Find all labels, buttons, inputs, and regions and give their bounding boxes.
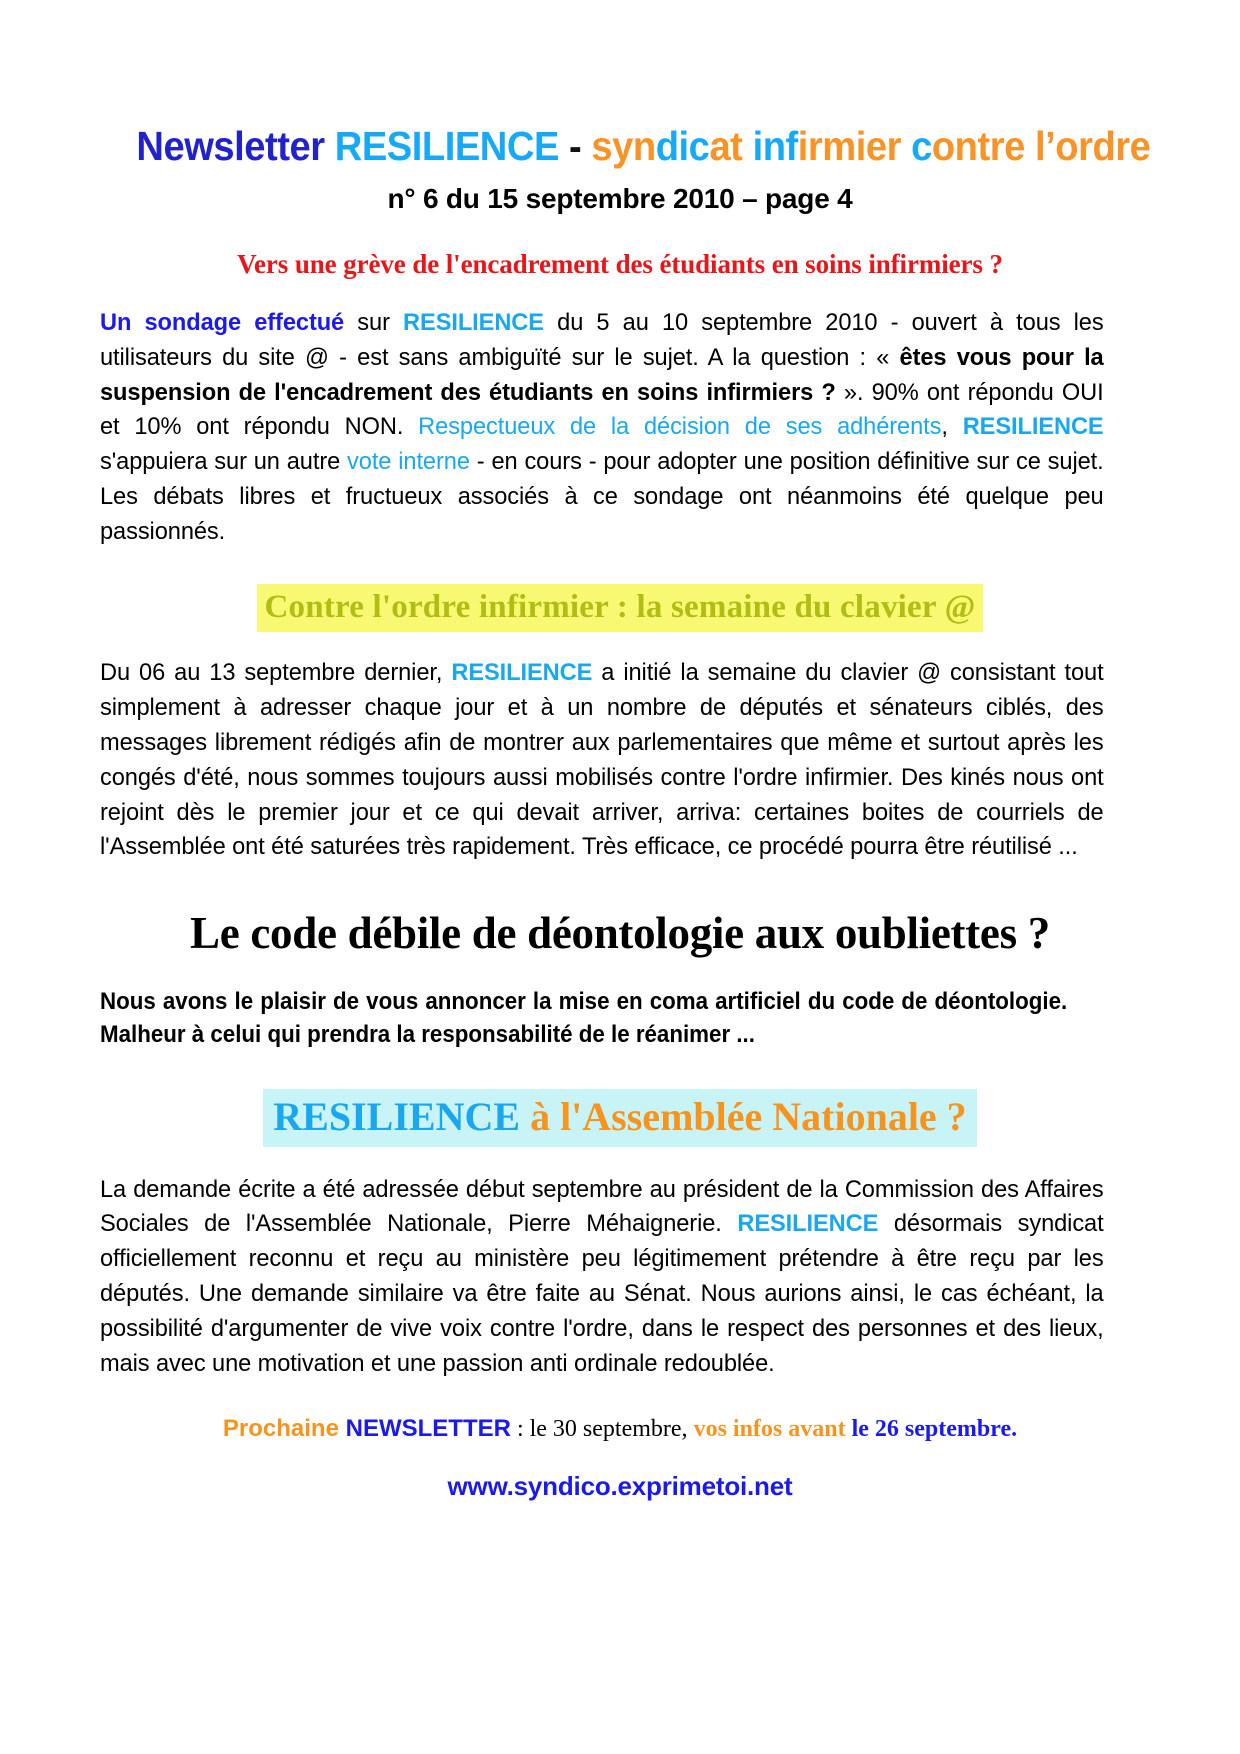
sondage-text-3: ». 90% ont répondu OUI et 10% ont répondu NON. (100, 378, 1104, 441)
assemblee-resilience: RESILIENCE (737, 1210, 879, 1238)
footer-vos-infos: vos infos avant (693, 1416, 852, 1443)
footer-website-url[interactable]: www.syndico.exprimetoi.net (447, 1471, 793, 1502)
sondage-text-4: , (941, 413, 963, 441)
masthead-seg-at: at (709, 123, 743, 169)
masthead-seg-inf: inf (752, 123, 798, 169)
masthead-dash: - (558, 123, 592, 169)
sondage-text-1: sur (344, 309, 404, 336)
masthead-space-1 (325, 123, 335, 169)
sondage-text-5: s'appuiera sur un autre (100, 448, 348, 476)
paragraph-clavier (100, 656, 1104, 865)
paragraph-sondage (100, 306, 1104, 549)
clavier-text-1: Du 06 au 13 septembre dernier, (100, 659, 452, 687)
footer-newsletter-word: NEWSLETTER (345, 1415, 511, 1443)
sondage-text-2: du 5 au 10 septembre 2010 - ouvert à tous les utilisateurs du site @ - est sans ambiguïté sur le sujet. A la question : « (100, 309, 1104, 371)
masthead-seg-space-2 (901, 123, 911, 169)
sondage-resilience-2: RESILIENCE (962, 413, 1104, 441)
heading-clavier-wrap (100, 584, 1140, 632)
masthead-resilience-word: RESILIENCE (334, 123, 559, 169)
masthead-seg-syn: syn (591, 123, 656, 169)
issue-subtitle: n° 6 du 15 septembre 2010 – page 4 (387, 183, 853, 214)
heading-code-deontologie: Le code débile de déontologie aux oubliettes ? (190, 908, 1050, 959)
sondage-text-6: - en cours - pour adopter une position définitive sur ce sujet. Les débats libres et fructueux associés à ce sondage ont néanmoins été quelque peu passionnés. (100, 448, 1104, 545)
masthead-title (136, 123, 1151, 169)
heading-assemblee-resilience: RESILIENCE (273, 1094, 521, 1140)
footer-prochaine: Prochaine (222, 1415, 346, 1443)
heading-semaine-clavier: Contre l'ordre infirmier : la semaine du clavier @ (257, 584, 984, 632)
clavier-resilience: RESILIENCE (451, 659, 593, 687)
paragraph-assemblee (100, 1173, 1104, 1382)
sondage-question: êtes vous pour la suspension de l'encadrement des étudiants en soins infirmiers ? (100, 343, 1104, 406)
clavier-text-2: a initié la semaine du clavier @ consistant tout simplement à adresser chaque jour et à un nombre de députés et sénateurs ciblés, des messages librement rédigés afin de montrer aux parlementaires que même et surtout après les congés d'été, nous sommes toujours aussi mobilisés contre l'ordre infirmier. Des kinés nous ont rejoint dès le premier jour et ce qui devait arriver, arriva: certaines boites de courriels de l'Assemblée ont été saturées très rapidement. Très efficace, ce procédé pourra être réutilisé ... (100, 659, 1104, 861)
sondage-vote-interne: vote interne (347, 448, 470, 476)
masthead-seg-lordre: l’ordre (1034, 123, 1151, 169)
masthead-seg-ontre: ontre (931, 123, 1025, 169)
heading-assemblee-rest: à l'Assemblée Nationale ? (520, 1094, 967, 1140)
sondage-lead: Un sondage effectué (100, 309, 345, 336)
masthead-newsletter-word: Newsletter (136, 123, 325, 169)
footer-date: : le 30 septembre, (510, 1416, 694, 1443)
masthead-seg-irmier: irmier (797, 123, 901, 169)
footer-next-issue (100, 1415, 1140, 1443)
masthead-seg-space-1 (742, 123, 752, 169)
assemblee-text-1: La demande écrite a été adressée début septembre au président de la Commission des Affaires Sociales de l'Assemblée Nationale, Pierre Méhaignerie. (100, 1175, 1104, 1238)
masthead-seg-c: c (911, 123, 932, 169)
assemblee-text-2: désormais syndicat officiellement reconnu et reçu au ministère peu légitimement prétendre à être reçu par les députés. Une demande similaire va être faite au Sénat. Nous aurions ainsi, le cas échéant, la possibilité d'argumenter de vive voix contre l'ordre, dans le respect des personnes et des lieux, mais avec une motivation et une passion anti ordinale redoublée. (100, 1210, 1104, 1377)
masthead-seg-space-3 (1025, 123, 1035, 169)
sondage-respectueux: Respectueux de la décision de ses adhérents (418, 413, 942, 441)
heading-assemblee-nationale (263, 1089, 976, 1146)
heading-greve-encadrement: Vers une grève de l'encadrement des étudiants en soins infirmiers ? (237, 249, 1003, 279)
heading-assemblee-wrap (100, 1089, 1140, 1146)
footer-deadline: le 26 septembre. (851, 1416, 1018, 1443)
masthead-seg-dic: dic (655, 123, 710, 169)
sondage-resilience-1: RESILIENCE (403, 309, 544, 336)
paragraph-coma: Nous avons le plaisir de vous annoncer la mise en coma artificiel du code de déontologie. Malheur à celui qui prendra la responsabilité de le réanimer ... (100, 988, 1068, 1049)
